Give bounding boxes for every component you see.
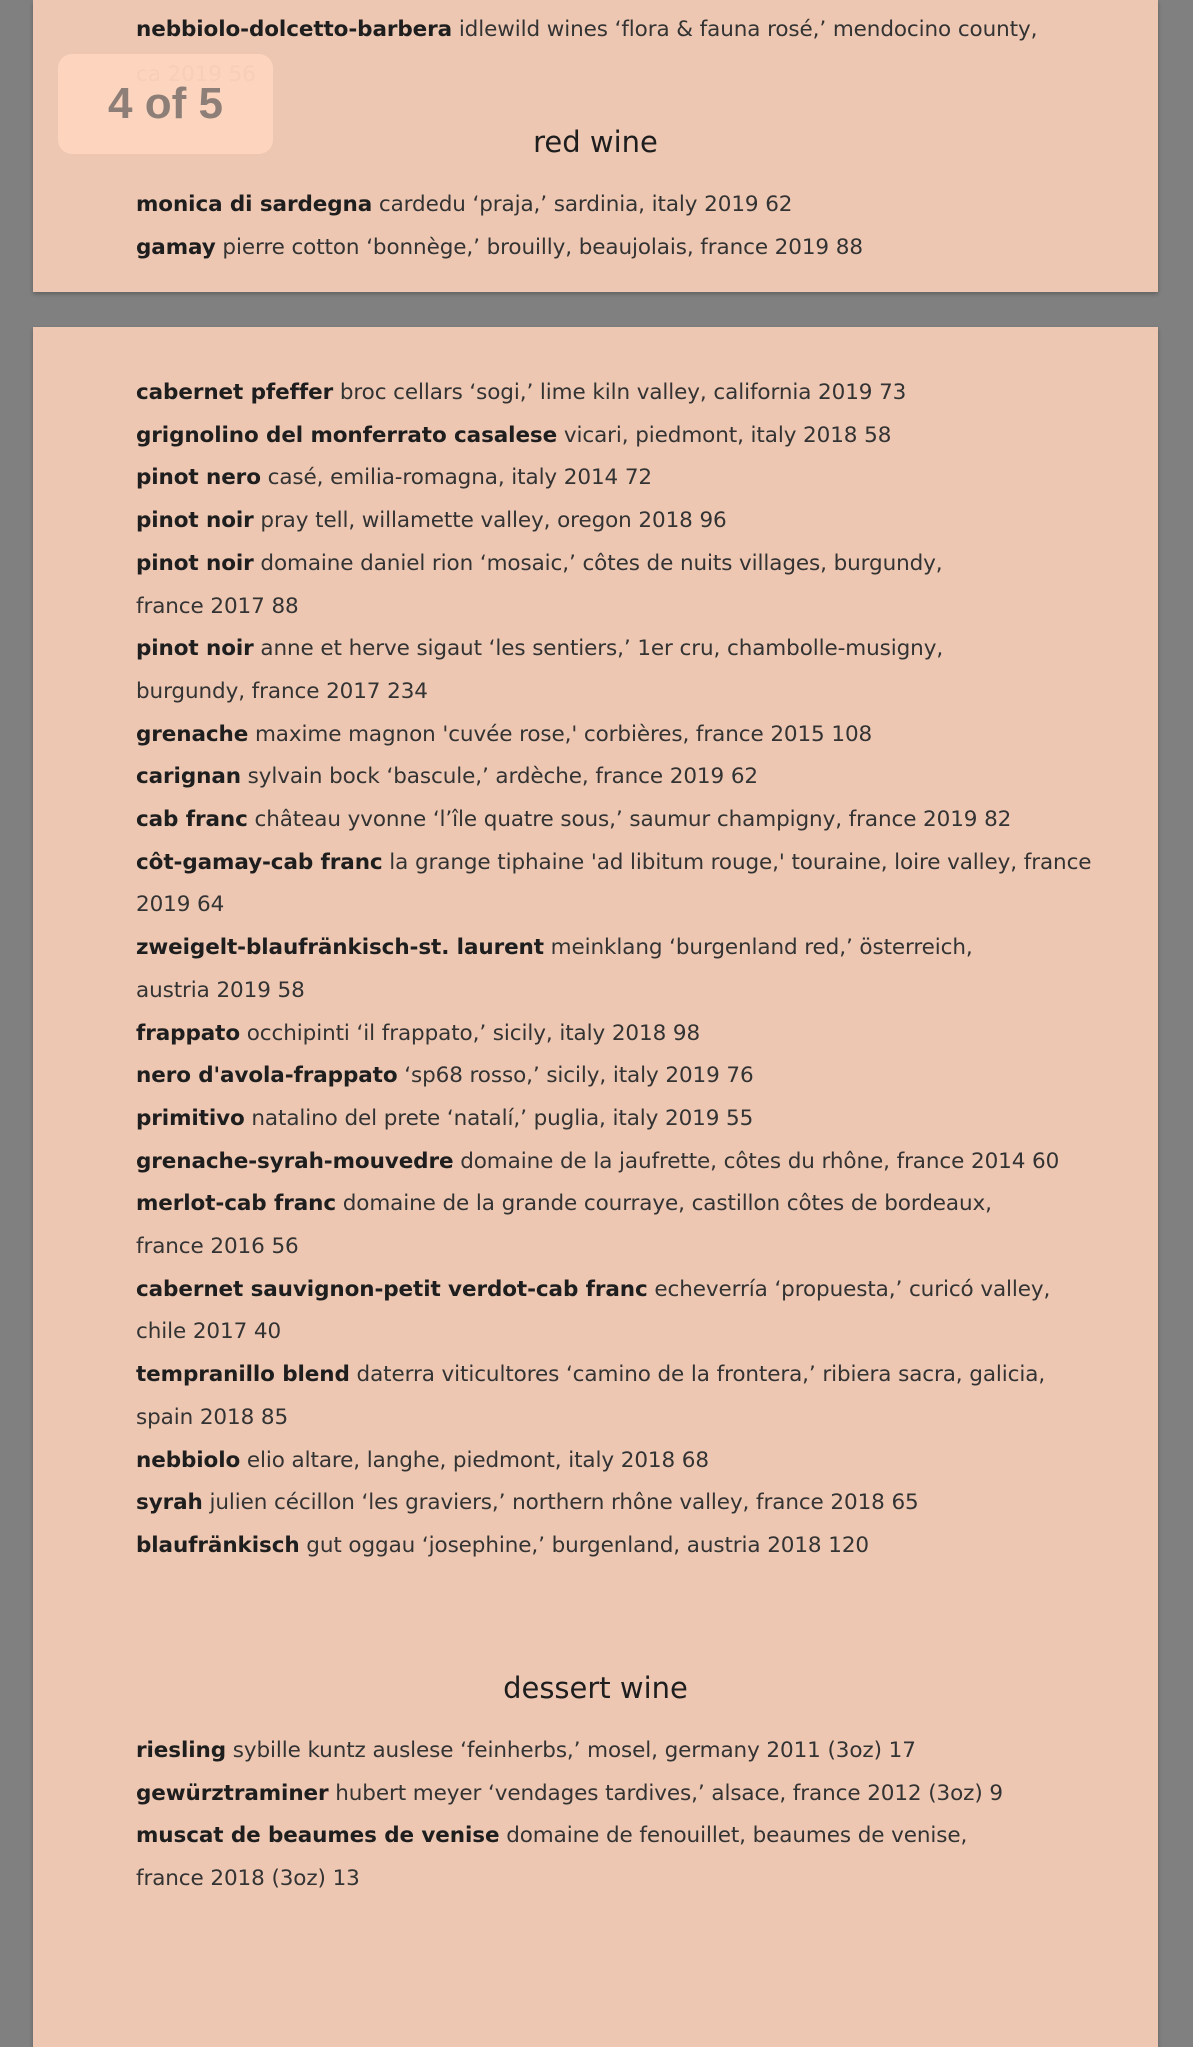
wine-name: grenache-syrah-mouvedre [136,1148,454,1174]
wine-name: grenache [136,721,249,747]
wine-name: monica di sardegna [136,192,373,217]
wine-name: carignan [136,764,241,790]
wine-name: cab franc [136,807,248,832]
wine-line [136,506,727,536]
wine-line [136,805,1011,835]
wine-detail: chile 2017 40 [136,1319,282,1345]
wine-detail: austria 2019 58 [136,977,305,1003]
wine-name: frappato [136,1020,241,1046]
wine-line [136,1275,1050,1305]
wine-detail: france 2017 88 [136,593,299,619]
wine-detail: daterra viticultores ‘camino de la frontera,’ ribiera sacra, galicia, [356,1362,1046,1388]
wine-name: cabernet pfeffer [136,380,334,405]
wine-line-continuation [136,1317,281,1347]
section-title-dessert-wine: dessert wine [503,1671,688,1705]
wine-line-continuation [136,890,224,920]
section-title-red-wine: red wine [533,125,658,159]
wine-line-continuation [136,1232,299,1262]
wine-detail: echeverría ‘propuesta,’ curicó valley, [654,1276,1051,1302]
wine-detail: domaine de la jaufrette, côtes du rhône, france 2014 60 [460,1148,1060,1174]
wine-line [136,1779,1003,1809]
wine-detail: château yvonne ‘l’île quatre sous,’ saumur champigny, france 2019 82 [254,807,1012,832]
wine-line [136,190,792,220]
menu-page-main [33,327,1158,2047]
wine-detail: sybille kuntz auslese ‘feinherbs,’ mosel, germany 2011 (3oz) 17 [232,1738,916,1763]
wine-detail: sylvain bock ‘bascule,’ ardèche, france 2019 62 [247,764,758,790]
wine-line [136,1147,1059,1177]
wine-name: pinot nero [136,465,261,491]
wine-detail: pray tell, willamette valley, oregon 2018 96 [260,508,727,534]
wine-detail: elio altare, langhe, piedmont, italy 2018 68 [246,1447,709,1473]
wine-line [136,1446,709,1476]
wine-line [136,1061,754,1091]
wine-detail: 2019 64 [136,892,225,918]
wine-name: côt-gamay-cab franc [136,849,383,875]
wine-line [136,848,1091,878]
wine-line [136,720,872,750]
wine-detail: vicari, piedmont, italy 2018 58 [563,422,892,448]
wine-line [136,378,906,408]
wine-name: primitivo [136,1105,245,1131]
wine-line [136,1488,919,1518]
wine-detail: france 2016 56 [136,1234,299,1259]
wine-detail: occhipinti ‘il frappato,’ sicily, italy 2018 98 [246,1020,701,1046]
wine-detail: anne et herve sigaut ‘les sentiers,’ 1er cru, chambolle-musigny, [260,636,944,662]
wine-name: cabernet sauvignon-petit verdot-cab franc [136,1276,648,1302]
wine-detail: meinklang ‘burgenland red,’ österreich, [550,935,973,961]
wine-line [136,1736,916,1766]
wine-line [136,762,758,792]
wine-line [136,1104,753,1134]
wine-line [136,1531,869,1561]
wine-line [136,463,652,493]
wine-line [136,15,1037,45]
wine-name: gewürztraminer [136,1780,329,1806]
wine-name: pinot noir [136,636,254,662]
wine-detail: idlewild wines ‘flora & fauna rosé,’ mendocino county, [458,17,1038,42]
wine-name: nero d'avola-frappato [136,1063,398,1089]
wine-line-continuation [136,1864,360,1894]
wine-line-continuation [136,976,305,1006]
wine-line [136,549,943,579]
wine-line-continuation [136,677,428,707]
wine-line [136,634,943,664]
wine-name: nebbiolo [136,1447,241,1473]
wine-detail: ‘sp68 rosso,’ sicily, italy 2019 76 [404,1063,754,1089]
wine-detail: broc cellars ‘sogi,’ lime kiln valley, california 2019 73 [339,380,907,405]
wine-detail: gut oggau ‘josephine,’ burgenland, austria 2018 120 [306,1532,869,1558]
wine-detail: domaine de fenouillet, beaumes de venise, [506,1823,968,1849]
wine-line [136,1821,967,1851]
wine-name: grignolino del monferrato casalese [136,422,558,448]
wine-name: zweigelt-blaufränkisch-st. laurent [136,935,544,961]
wine-name: gamay [136,235,216,260]
wine-name: pinot noir [136,550,254,576]
wine-line [136,1189,992,1219]
wine-detail: spain 2018 85 [136,1404,289,1430]
wine-line [136,1360,1045,1390]
wine-detail: cardedu ‘praja,’ sardinia, italy 2019 62 [378,192,793,217]
wine-name: riesling [136,1738,226,1763]
wine-detail: natalino del prete ‘natalí,’ puglia, italy 2019 55 [251,1105,754,1131]
wine-name: syrah [136,1490,203,1516]
wine-name: merlot-cab franc [136,1191,336,1217]
wine-detail: pierre cotton ‘bonnège,’ brouilly, beaujolais, france 2019 88 [222,235,863,260]
wine-name: tempranillo blend [136,1362,350,1388]
wine-line [136,233,863,263]
wine-detail: la grange tiphaine 'ad libitum rouge,' touraine, loire valley, france [389,849,1092,875]
wine-line [136,1019,700,1049]
wine-name: pinot noir [136,508,254,534]
wine-detail: france 2018 (3oz) 13 [136,1866,360,1892]
wine-detail: maxime magnon 'cuvée rose,' corbières, france 2015 108 [254,721,873,747]
page-indicator: 4 of 5 [58,54,273,154]
wine-detail: domaine daniel rion ‘mosaic,’ côtes de nuits villages, burgundy, [260,550,943,576]
wine-name: blaufränkisch [136,1532,300,1558]
wine-detail: hubert meyer ‘vendages tardives,’ alsace, france 2012 (3oz) 9 [335,1780,1003,1806]
wine-detail: julien cécillon ‘les graviers,’ northern rhône valley, france 2018 65 [209,1490,919,1516]
wine-name: nebbiolo-dolcetto-barbera [136,17,453,42]
wine-name: muscat de beaumes de venise [136,1823,500,1849]
wine-line [136,933,973,963]
wine-line [136,421,891,451]
wine-detail: domaine de la grande courraye, castillon côtes de bordeaux, [342,1191,992,1217]
wine-line-continuation [136,1403,288,1433]
wine-detail: casé, emilia-romagna, italy 2014 72 [267,465,653,491]
wine-detail: burgundy, france 2017 234 [136,678,428,704]
wine-line-continuation [136,592,299,622]
